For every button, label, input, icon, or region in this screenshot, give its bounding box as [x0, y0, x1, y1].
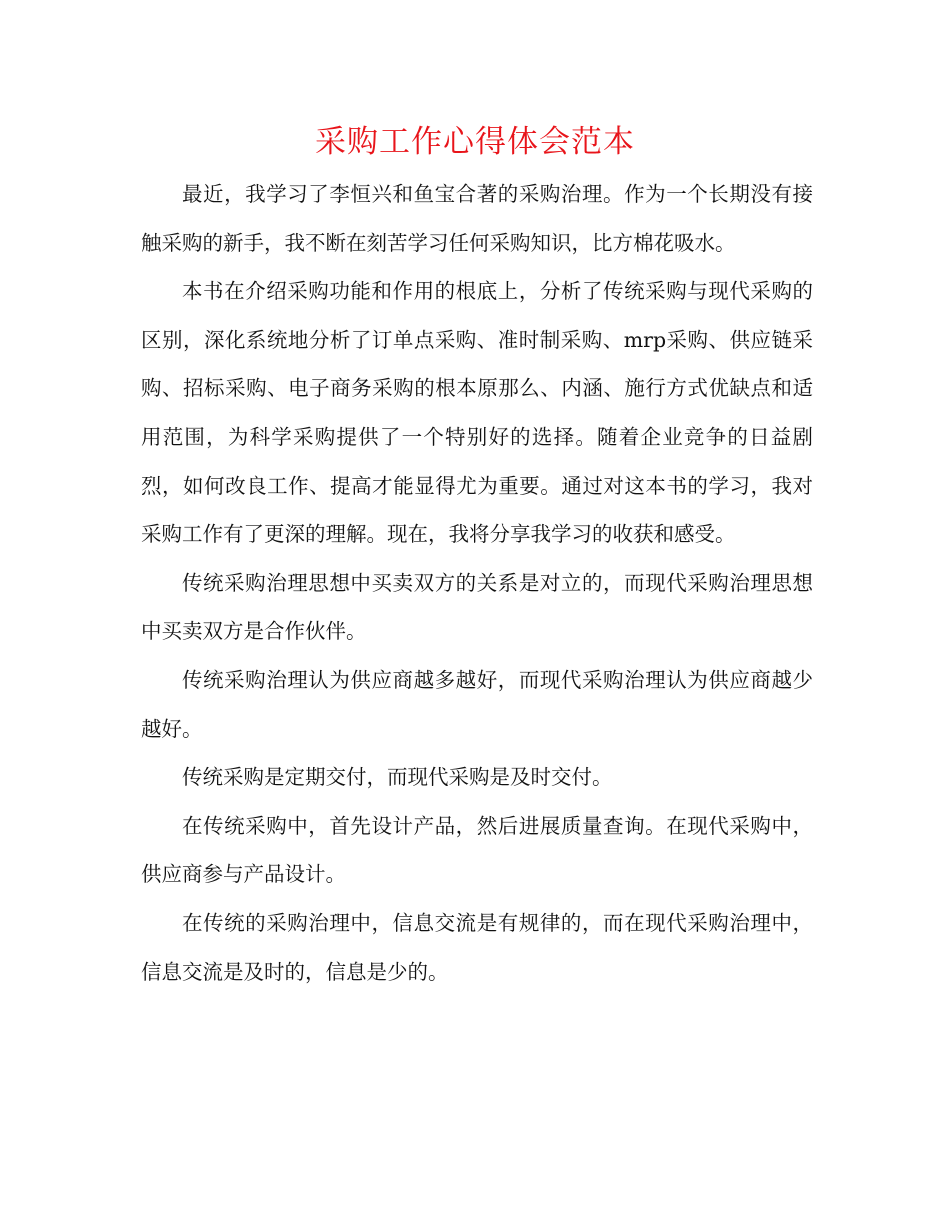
document-body — [141, 170, 813, 996]
paragraph-4: 传统采购治理认为供应商越多越好，而现代采购治理认为供应商越少越好。 — [141, 667, 813, 741]
paragraph-2: 本书在介绍采购功能和作用的根底上，分析了传统采购与现代采购的区别，深化系统地分析了订单点采购、准时制采购、mrp采购、供应链采购、招标采购、电子商务采购的根本原那么、内涵、施行方式优缺点和适用范围，为科学采购提供了一个特别好的选择。随着企业竞争的日益剧烈，如何改良工作、提高才能显得尤为重要。通过对这本书的学习，我对采购工作有了更深的理解。现在，我将分享我学习的收获和感受。 — [141, 279, 813, 547]
paragraph-7: 在传统的采购治理中，信息交流是有规律的，而在现代采购治理中，信息交流是及时的，信息是少的。 — [141, 910, 813, 984]
paragraph-6: 在传统采购中，首先设计产品，然后进展质量查询。在现代采购中，供应商参与产品设计。 — [141, 813, 813, 887]
paragraph-1: 最近，我学习了李恒兴和鱼宝合著的采购治理。作为一个长期没有接触采购的新手，我不断在刻苦学习任何采购知识，比方棉花吸水。 — [141, 182, 813, 255]
paragraph-3: 传统采购治理思想中买卖双方的关系是对立的，而现代采购治理思想中买卖双方是合作伙伴。 — [141, 570, 813, 644]
paragraph-5: 传统采购是定期交付，而现代采购是及时交付。 — [182, 765, 613, 790]
document-title: 采购工作心得体会范本 — [315, 124, 635, 160]
